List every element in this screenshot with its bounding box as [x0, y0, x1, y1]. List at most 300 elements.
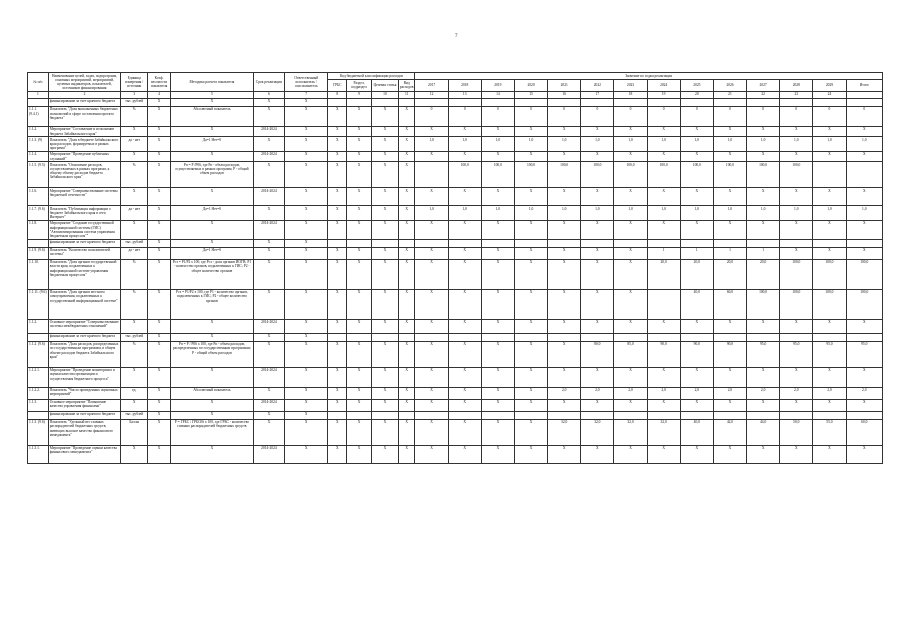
row-year-value: 80,0 — [581, 341, 614, 367]
row-period: Х — [253, 106, 284, 126]
row-year-value: 100,0 — [481, 162, 514, 188]
row-year-value: 0 — [813, 106, 846, 126]
row-year-value: Х — [680, 151, 713, 161]
row-year-value — [614, 98, 647, 106]
table-row — [28, 98, 883, 106]
row-year-value — [713, 411, 746, 419]
row-year-value: 60,0 — [713, 289, 746, 319]
row-year-value: 2,0 — [548, 387, 581, 399]
row-year-value: Х — [813, 445, 846, 463]
row-year-value: Х — [813, 126, 846, 136]
row-year-value: 1,0 — [813, 137, 846, 152]
row-year-value — [846, 98, 882, 106]
row-period: Х — [253, 137, 284, 152]
row-executor: Х — [284, 162, 328, 188]
row-csr — [371, 333, 398, 341]
row-csr: Х — [371, 188, 398, 206]
row-year-value: 0 — [747, 106, 780, 126]
row-year-value — [448, 98, 481, 106]
table-row — [28, 206, 883, 221]
column-number: 5 — [170, 91, 253, 98]
row-year-value: Х — [614, 445, 647, 463]
row-year-value: 1,0 — [614, 137, 647, 152]
row-coef: Х — [148, 387, 171, 399]
year-header: 2024 — [647, 80, 680, 92]
row-year-value: Х — [581, 220, 614, 239]
row-number: 1.1.5. (9.5) — [28, 162, 49, 188]
row-year-value — [780, 411, 813, 419]
row-vr — [398, 239, 415, 247]
row-year-value: Х — [647, 188, 680, 206]
row-year-value: 1 — [713, 247, 746, 259]
row-year-value: 100,0 — [813, 259, 846, 289]
row-year-value — [813, 98, 846, 106]
row-coef: Х — [148, 220, 171, 239]
row-year-value: Х — [548, 259, 581, 289]
row-vr: Х — [398, 445, 415, 463]
row-year-value: Х — [481, 289, 514, 319]
row-year-value: 0 — [713, 106, 746, 126]
row-unit: Х — [121, 188, 148, 206]
row-year-value: Х — [581, 445, 614, 463]
table-row — [28, 106, 883, 126]
row-year-value — [614, 333, 647, 341]
row-vr: Х — [398, 289, 415, 319]
row-year-value: Х — [548, 341, 581, 367]
row-name: Показатель "Число проведенных оценочных мероприятий" — [48, 387, 121, 399]
row-number: 1.1.3.1. — [28, 445, 49, 463]
row-year-value: Х — [481, 419, 514, 445]
table-row — [28, 289, 883, 319]
row-year-value: 2,0 — [680, 387, 713, 399]
row-executor: Х — [284, 188, 328, 206]
row-year-value: Х — [448, 188, 481, 206]
row-year-value: Х — [614, 289, 647, 319]
row-year-value — [713, 98, 746, 106]
column-number — [846, 91, 882, 98]
row-year-value: Х — [581, 126, 614, 136]
row-year-value: Х — [647, 319, 680, 333]
row-vr: Х — [398, 367, 415, 387]
row-year-value: Х — [415, 151, 448, 161]
row-number — [28, 239, 49, 247]
year-header: 2025 — [680, 80, 713, 92]
row-year-value: Х — [846, 319, 882, 333]
row-method: Х — [170, 411, 253, 419]
row-method: Х — [170, 188, 253, 206]
row-year-value — [448, 411, 481, 419]
column-number: 1 — [28, 91, 49, 98]
row-year-value: Х — [647, 367, 680, 387]
row-grbs — [328, 98, 347, 106]
row-coef: Х — [148, 162, 171, 188]
table-row — [28, 259, 883, 289]
row-year-value — [481, 333, 514, 341]
row-year-value: 1,0 — [813, 206, 846, 221]
row-rzpr — [347, 411, 372, 419]
row-executor: Х — [284, 319, 328, 333]
row-coef: Х — [148, 151, 171, 161]
row-year-value: Х — [548, 247, 581, 259]
row-method: Р = ГРБС / ГРБС06 х 100, где ГРБС - количество главных распорядителей бюджетных средств — [170, 419, 253, 445]
row-period: 2014-2024 — [253, 319, 284, 333]
row-unit: ед. — [121, 387, 148, 399]
row-method: Х — [170, 151, 253, 161]
row-executor: Х — [284, 98, 328, 106]
row-year-value — [846, 411, 882, 419]
row-unit: Х — [121, 220, 148, 239]
row-name: финансирование за счет краевого бюджета — [48, 98, 121, 106]
row-number: 1.1.7. (9.6) — [28, 206, 49, 221]
row-year-value: 32,0 — [614, 419, 647, 445]
row-year-value: Х — [448, 387, 481, 399]
year-header: 2019 — [481, 80, 514, 92]
row-year-value: Х — [514, 445, 547, 463]
row-year-value: 1,0 — [747, 206, 780, 221]
row-name: финансирование за счет краевого бюджета — [48, 239, 121, 247]
row-name: финансирование за счет краевого бюджета — [48, 411, 121, 419]
row-coef: Х — [148, 247, 171, 259]
row-year-value: Х — [647, 151, 680, 161]
row-grbs: Х — [328, 289, 347, 319]
year-header: 2028 — [780, 80, 813, 92]
row-year-value: Х — [780, 188, 813, 206]
row-year-value: 100,0 — [780, 259, 813, 289]
row-year-value: Х — [747, 367, 780, 387]
column-number: 7 — [284, 91, 328, 98]
row-year-value: Х — [481, 445, 514, 463]
row-csr: Х — [371, 367, 398, 387]
row-unit: Х — [121, 319, 148, 333]
row-year-value: 1,0 — [747, 137, 780, 152]
row-number: 1.1.2.2. — [28, 387, 49, 399]
table-row — [28, 387, 883, 399]
row-name: Мероприятие "Создание государственной информационной системы (ГИС) "Автоматизированная система управления бюджетным процессом"" — [48, 220, 121, 239]
row-executor: Х — [284, 367, 328, 387]
row-year-value: 0 — [415, 106, 448, 126]
row-year-value: 32,0 — [581, 419, 614, 445]
row-year-value: 40,0 — [680, 419, 713, 445]
row-year-value: Х — [747, 151, 780, 161]
row-vr — [398, 98, 415, 106]
column-number: 18 — [614, 91, 647, 98]
row-vr: Х — [398, 247, 415, 259]
row-year-value: 100,0 — [846, 259, 882, 289]
row-csr: Х — [371, 206, 398, 221]
row-rzpr: Х — [347, 188, 372, 206]
row-method: Да=1 Нет=0 — [170, 206, 253, 221]
row-name: Показатель "Доля выполненных бюджетных полномочий в сфере составления проекта бюджета" — [48, 106, 121, 126]
row-year-value — [581, 98, 614, 106]
row-name: Показатель "Доля в бюджете Забайкальского края расходов, формируемых в рамках программ" — [48, 137, 121, 152]
row-rzpr: Х — [347, 137, 372, 152]
col-name-header: Наименование целей, задач, подпрограмм, основных мероприятий, мероприятий, целевых индикаторов, показателей, источников финансирования — [48, 73, 121, 92]
row-year-value: Х — [846, 399, 882, 411]
row-vr: Х — [398, 126, 415, 136]
row-year-value: 1,0 — [780, 206, 813, 221]
row-csr: Х — [371, 319, 398, 333]
row-year-value: Х — [481, 319, 514, 333]
row-coef: Х — [148, 126, 171, 136]
row-year-value — [680, 411, 713, 419]
row-year-value: 0 — [581, 106, 614, 126]
row-csr — [371, 239, 398, 247]
row-year-value: 20,0 — [747, 259, 780, 289]
row-year-value: 1,0 — [415, 137, 448, 152]
row-year-value: Х — [448, 220, 481, 239]
row-csr: Х — [371, 247, 398, 259]
row-coef: Х — [148, 341, 171, 367]
row-unit: тыс. рублей — [121, 98, 148, 106]
col-csr-header: Целевая статья — [371, 80, 398, 92]
row-year-value: Х — [481, 220, 514, 239]
row-year-value — [747, 239, 780, 247]
row-year-value: Х — [514, 220, 547, 239]
col-coef-header: Коэф. весомости показателя — [148, 73, 171, 92]
row-unit: % — [121, 341, 148, 367]
row-unit: Х — [121, 445, 148, 463]
row-year-value: 0 — [448, 106, 481, 126]
row-executor: Х — [284, 126, 328, 136]
row-number: 1.1.3. (9.6) — [28, 419, 49, 445]
table-row — [28, 333, 883, 341]
row-coef: Х — [148, 106, 171, 126]
row-rzpr: Х — [347, 367, 372, 387]
row-coef: Х — [148, 206, 171, 221]
row-year-value: 2,0 — [780, 387, 813, 399]
row-year-value: Х — [780, 319, 813, 333]
column-number: 8 — [328, 91, 347, 98]
row-year-value: Х — [680, 126, 713, 136]
row-year-value: Х — [415, 387, 448, 399]
row-year-value: Х — [747, 319, 780, 333]
column-number: 6 — [253, 91, 284, 98]
row-year-value — [548, 98, 581, 106]
row-year-value: Х — [614, 319, 647, 333]
row-year-value: Х — [514, 151, 547, 161]
row-executor: Х — [284, 445, 328, 463]
row-csr: Х — [371, 387, 398, 399]
row-period: Х — [253, 259, 284, 289]
row-year-value: Х — [448, 126, 481, 136]
column-number: 9 — [347, 91, 372, 98]
row-year-value: Х — [415, 445, 448, 463]
row-year-value: Х — [614, 399, 647, 411]
row-coef: Х — [148, 289, 171, 319]
row-year-value: Х — [713, 220, 746, 239]
row-csr: Х — [371, 419, 398, 445]
row-year-value: 1,0 — [548, 137, 581, 152]
row-year-value: 32,0 — [548, 419, 581, 445]
row-vr: Х — [398, 206, 415, 221]
column-number: 23 — [780, 91, 813, 98]
row-year-value: Х — [481, 188, 514, 206]
row-year-value: Х — [514, 247, 547, 259]
row-unit: да - нет — [121, 206, 148, 221]
row-year-value: Х — [514, 126, 547, 136]
row-year-value: Х — [647, 126, 680, 136]
row-csr — [371, 98, 398, 106]
row-year-value: 1,0 — [780, 137, 813, 152]
row-year-value: Х — [846, 151, 882, 161]
column-number: 16 — [548, 91, 581, 98]
row-grbs: Х — [328, 387, 347, 399]
row-name: Основное мероприятие "Совершенствование системы межбюджетных отношений" — [48, 319, 121, 333]
row-period: Х — [253, 98, 284, 106]
row-year-value: Х — [680, 319, 713, 333]
row-year-value: 2,0 — [581, 387, 614, 399]
row-executor: Х — [284, 411, 328, 419]
row-year-value: Х — [415, 259, 448, 289]
row-year-value: 55,0 — [813, 419, 846, 445]
row-period: 2014-2024 — [253, 126, 284, 136]
row-period: Х — [253, 247, 284, 259]
row-year-value — [780, 333, 813, 341]
row-grbs: Х — [328, 367, 347, 387]
row-year-value — [747, 333, 780, 341]
row-year-value — [713, 333, 746, 341]
row-year-value: 100,0 — [846, 289, 882, 319]
row-year-value: 20,0 — [647, 259, 680, 289]
row-year-value: 60,0 — [846, 419, 882, 445]
row-year-value: Х — [713, 188, 746, 206]
row-year-value: Х — [581, 289, 614, 319]
row-year-value — [514, 333, 547, 341]
column-number: 12 — [415, 91, 448, 98]
row-year-value: Х — [481, 367, 514, 387]
row-year-value: 1,0 — [448, 206, 481, 221]
row-rzpr: Х — [347, 151, 372, 161]
row-coef: Х — [148, 411, 171, 419]
row-year-value — [481, 98, 514, 106]
row-year-value: 90,0 — [713, 341, 746, 367]
year-header: 2023 — [614, 80, 647, 92]
row-year-value: Х — [680, 188, 713, 206]
row-year-value: Х — [548, 289, 581, 319]
row-period: Х — [253, 239, 284, 247]
row-year-value: Х — [548, 188, 581, 206]
row-year-value: 85,0 — [614, 341, 647, 367]
column-number: 14 — [481, 91, 514, 98]
row-number: 1.1.3. — [28, 399, 49, 411]
row-year-value: 2,0 — [846, 387, 882, 399]
row-grbs: Х — [328, 220, 347, 239]
row-year-value: Х — [514, 188, 547, 206]
row-year-value — [415, 239, 448, 247]
column-number: 24 — [813, 91, 846, 98]
row-name: Показатель "Отношение расходов, осуществляемых в рамках программ, к общему объему расходов бюджета Забайкальского края" — [48, 162, 121, 188]
row-coef: Х — [148, 399, 171, 411]
row-year-value: Х — [713, 319, 746, 333]
row-executor: Х — [284, 206, 328, 221]
row-csr: Х — [371, 137, 398, 152]
row-method: Х — [170, 319, 253, 333]
row-year-value — [614, 239, 647, 247]
row-year-value: Х — [713, 445, 746, 463]
row-year-value: 1,0 — [581, 206, 614, 221]
row-year-value — [846, 162, 882, 188]
row-rzpr: Х — [347, 206, 372, 221]
column-number: 11 — [398, 91, 415, 98]
row-rzpr: Х — [347, 319, 372, 333]
row-year-value: 100,0 — [713, 162, 746, 188]
row-year-value: Х — [514, 367, 547, 387]
col-period-header: Срок реализации — [253, 73, 284, 92]
row-grbs: Х — [328, 319, 347, 333]
row-csr: Х — [371, 162, 398, 188]
row-vr: Х — [398, 387, 415, 399]
row-name: финансирование за счет краевого бюджета — [48, 333, 121, 341]
row-year-value: Х — [846, 220, 882, 239]
row-year-value: Х — [813, 367, 846, 387]
row-year-value: 100,0 — [780, 289, 813, 319]
row-year-value: Х — [747, 188, 780, 206]
row-year-value: Х — [846, 188, 882, 206]
row-grbs: Х — [328, 247, 347, 259]
col-num-header: № п/п — [28, 73, 49, 92]
row-rzpr: Х — [347, 220, 372, 239]
row-year-value: Х — [448, 259, 481, 289]
row-method: Х — [170, 239, 253, 247]
row-grbs: Х — [328, 341, 347, 367]
row-name: Показатель "Количество пользователей системы" — [48, 247, 121, 259]
row-year-value — [548, 333, 581, 341]
row-grbs: Х — [328, 419, 347, 445]
row-year-value: 100,0 — [514, 162, 547, 188]
row-year-value: Х — [548, 399, 581, 411]
row-rzpr: Х — [347, 387, 372, 399]
row-year-value — [614, 411, 647, 419]
row-unit: Х — [121, 399, 148, 411]
year-header: 2017 — [415, 80, 448, 92]
row-unit: Х — [121, 367, 148, 387]
row-year-value: Х — [415, 341, 448, 367]
row-year-value: Х — [514, 289, 547, 319]
row-number: 1.1.2. — [28, 126, 49, 136]
row-name: Мероприятие "Проведение оценки качества финансового менеджмента" — [48, 445, 121, 463]
row-year-value: Х — [415, 419, 448, 445]
row-year-value: Х — [614, 259, 647, 289]
row-year-value: 100,0 — [747, 289, 780, 319]
row-name: Показатель "Удельный вес главных распорядителей бюджетных средств, имеющих высокое качество финансового менеджмента" — [48, 419, 121, 445]
row-year-value: 100,0 — [747, 162, 780, 188]
row-period: 2014-2024 — [253, 151, 284, 161]
row-method: Х — [170, 333, 253, 341]
row-method: Х — [170, 98, 253, 106]
row-year-value: Х — [846, 445, 882, 463]
table-row — [28, 341, 883, 367]
column-number: 4 — [148, 91, 171, 98]
row-grbs: Х — [328, 106, 347, 126]
row-year-value: Х — [481, 126, 514, 136]
table-row — [28, 247, 883, 259]
row-coef: Х — [148, 98, 171, 106]
row-year-value — [448, 239, 481, 247]
row-unit: Х — [121, 151, 148, 161]
row-year-value: Х — [481, 151, 514, 161]
row-vr — [398, 411, 415, 419]
row-year-value: 95,0 — [747, 341, 780, 367]
row-year-value: 44,0 — [747, 419, 780, 445]
row-method: Рп = Р /Р06, где Рп - объем расходов, осуществляемых в рамках программ; Р - общий объем расходов — [170, 162, 253, 188]
row-year-value: 0 — [846, 106, 882, 126]
column-number: 15 — [514, 91, 547, 98]
row-year-value: 95,0 — [813, 341, 846, 367]
row-year-value — [548, 239, 581, 247]
row-grbs: Х — [328, 151, 347, 161]
row-period: Х — [253, 206, 284, 221]
column-number: 19 — [647, 91, 680, 98]
